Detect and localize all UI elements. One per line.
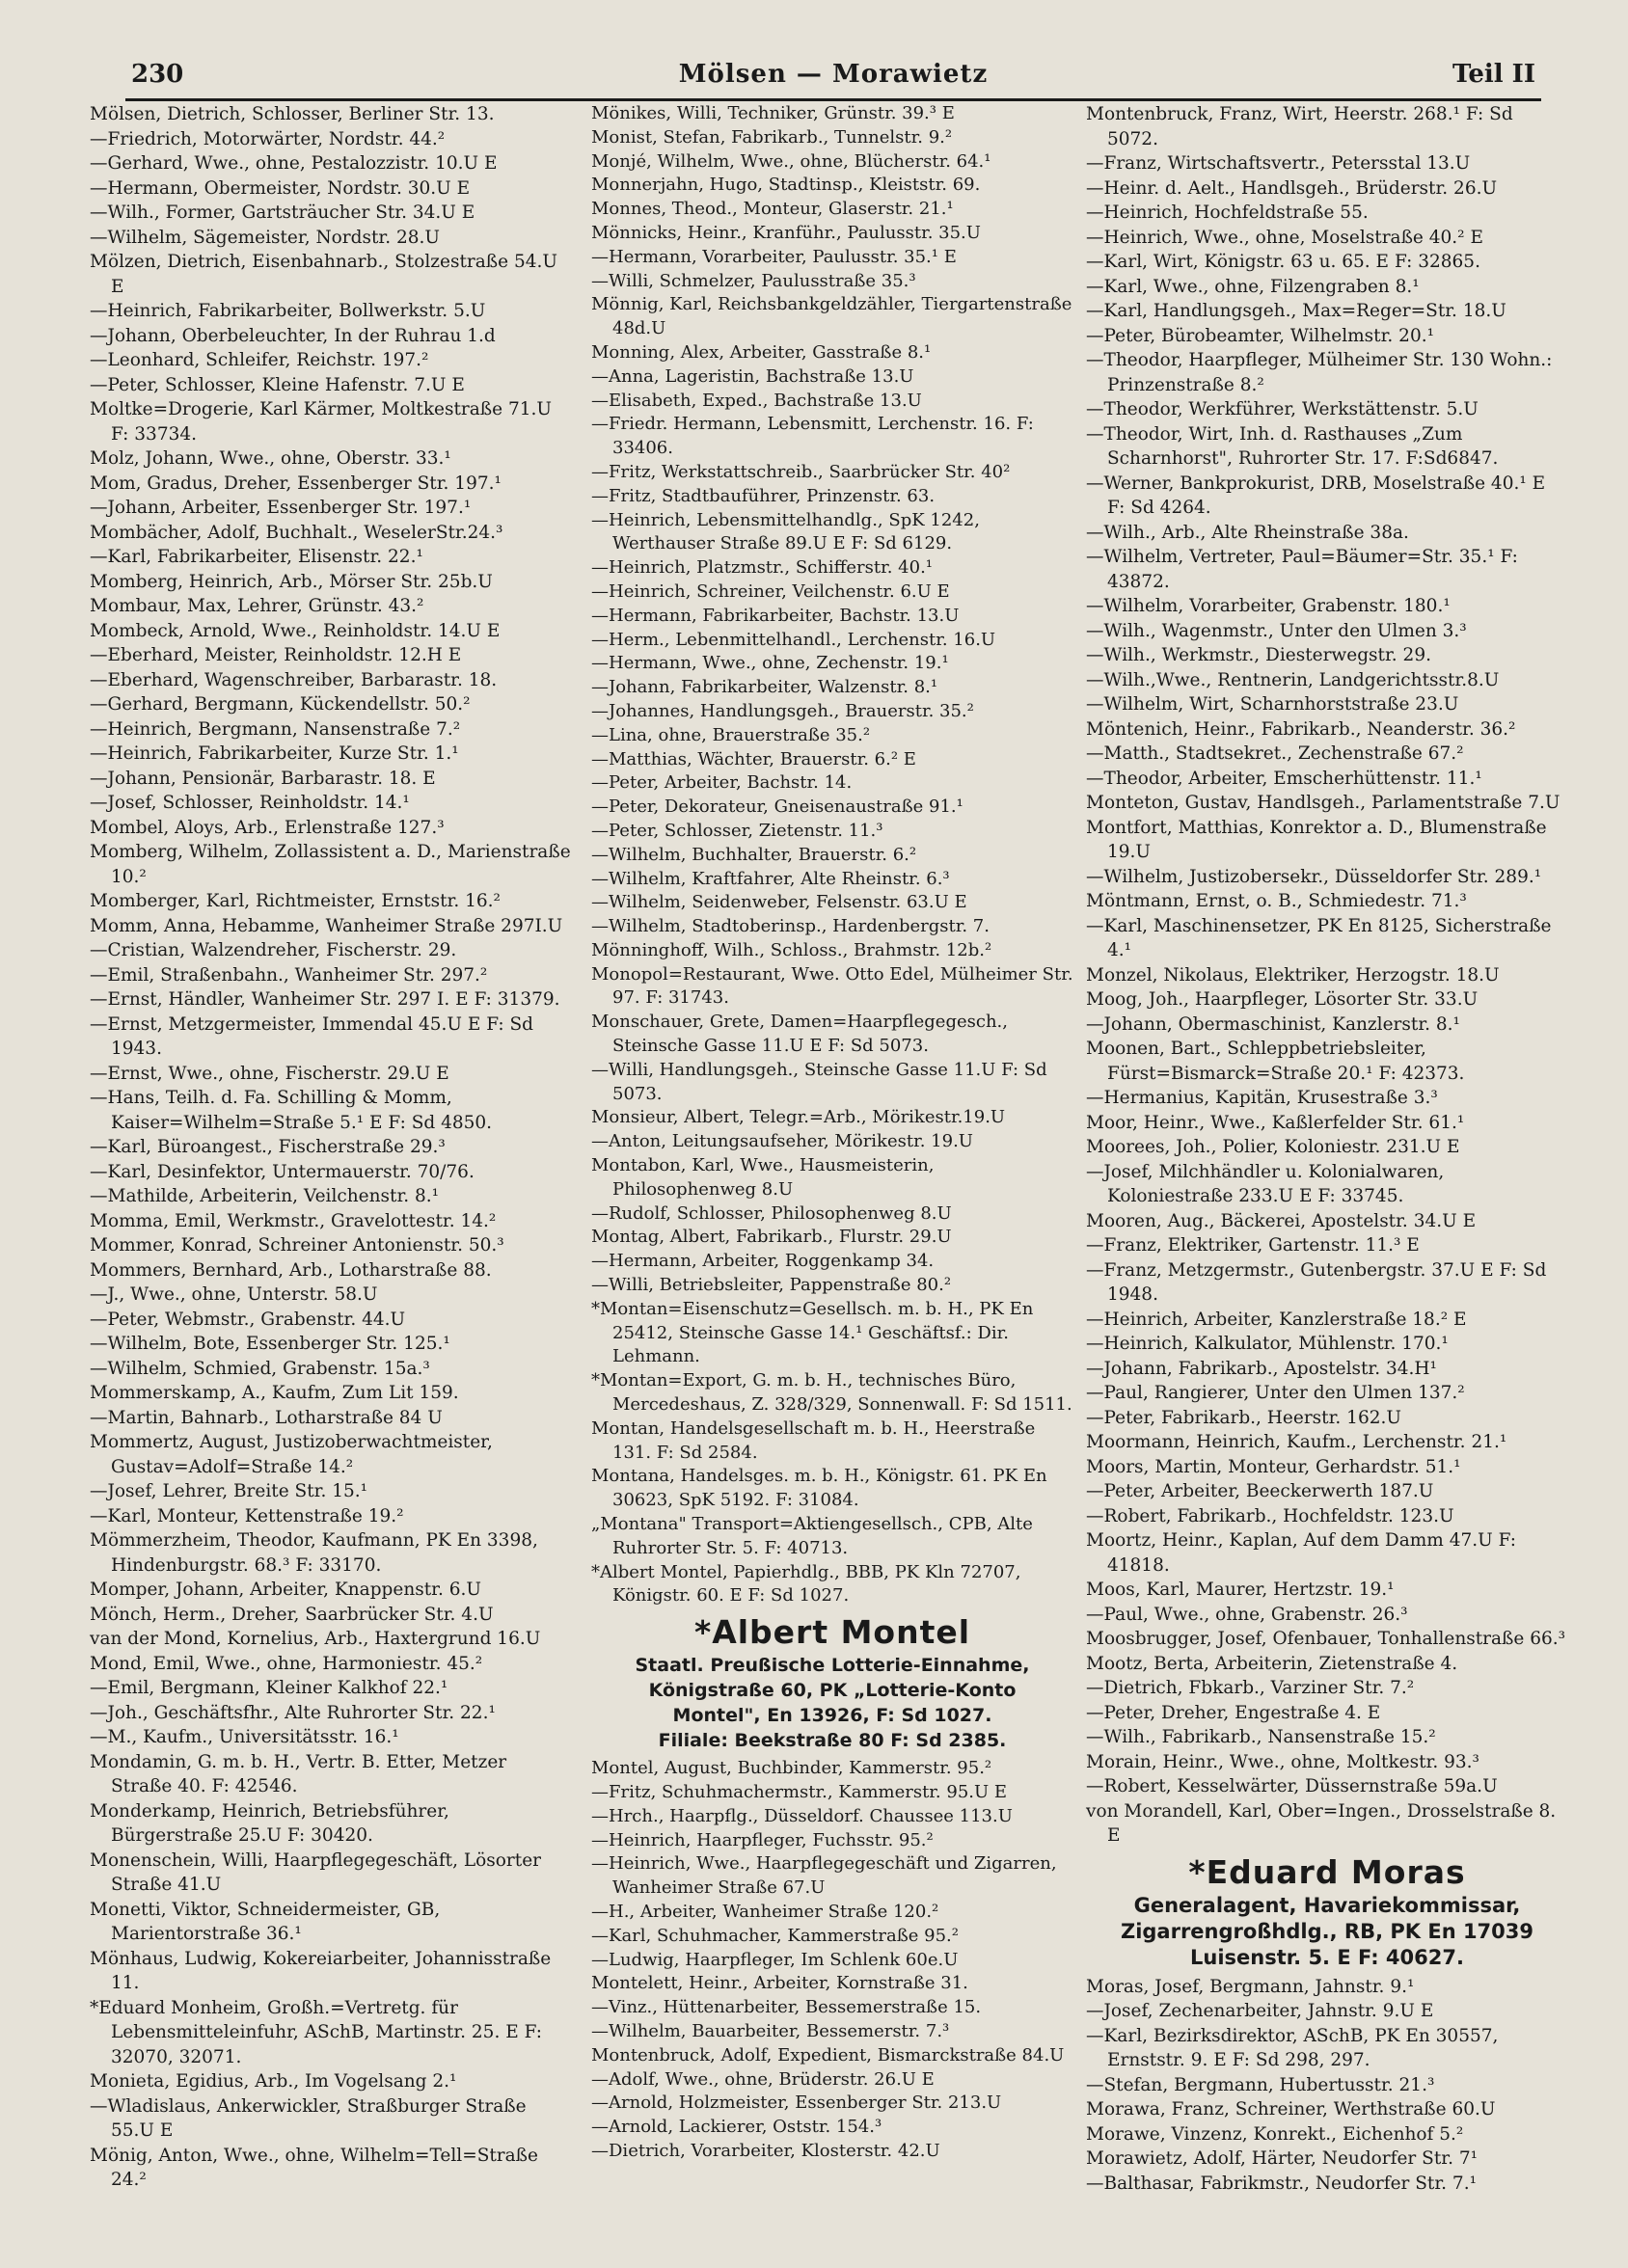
directory-entry: Montabon, Karl, Wwe., Hausmeisterin, Philosophenweg 8.U — [591, 1155, 935, 1200]
directory-entry: —Hans, Teilh. d. Fa. Schilling & Momm, Kaiser=Wilhelm=Straße 5.¹ E F: Sd 4850. — [90, 1088, 493, 1133]
ad-name: *Eduard Moras — [1188, 1852, 1466, 1891]
directory-entry: —Wilh., Wagenmstr., Unter den Ulmen 3.³ — [1086, 620, 1467, 641]
directory-entry: —Wilhelm, Bote, Essenberger Str. 125.¹ — [90, 1334, 450, 1354]
directory-entry: —Karl, Wirt, Königstr. 63 u. 65. E F: 32865. — [1086, 252, 1480, 272]
directory-entry: —Wilhelm, Kraftfahrer, Alte Rheinstr. 6.³ — [591, 868, 950, 889]
directory-entry: —Willi, Schmelzer, Paulusstraße 35.³ — [591, 270, 916, 291]
directory-entry: Moosbrugger, Josef, Ofenbauer, Tonhallenstraße 66.³ — [1086, 1629, 1566, 1649]
ad-line: Luisenstr. 5. E F: 40627. — [1190, 1945, 1464, 1969]
directory-entry: Mölsen, Dietrich, Schlosser, Berliner Str. 13. — [90, 104, 495, 124]
directory-entry: Monnerjahn, Hugo, Stadtinsp., Kleiststr. 69. — [591, 175, 981, 196]
column-2 — [591, 102, 1073, 2164]
directory-entry: —Anna, Lageristin, Bachstraße 13.U — [591, 365, 914, 387]
directory-entry: Moos, Karl, Maurer, Hertzstr. 19.¹ — [1086, 1580, 1395, 1600]
directory-entry: Monjé, Wilhelm, Wwe., ohne, Blücherstr. 64.¹ — [591, 150, 991, 172]
directory-entry: —Theodor, Arbeiter, Emscherhüttenstr. 11.¹ — [1086, 768, 1482, 789]
directory-entry: —Hermanius, Kapitän, Krusestraße 3.³ — [1086, 1088, 1438, 1108]
directory-entry: Monetti, Viktor, Schneidermeister, GB, Marientorstraße 36.¹ — [90, 1899, 441, 1944]
directory-entry: —Dietrich, Vorarbeiter, Klosterstr. 42.U — [591, 2140, 940, 2161]
directory-entry: Mönhaus, Ludwig, Kokereiarbeiter, Johannisstraße 11. — [90, 1948, 552, 1993]
directory-entry: —Wilhelm, Vertreter, Paul=Bäumer=Str. 35.¹ F: 43872. — [1086, 547, 1518, 592]
directory-entry: —Karl, Fabrikarbeiter, Elisenstr. 22.¹ — [90, 547, 423, 567]
directory-entry: —Ludwig, Haarpfleger, Im Schlenk 60e.U — [591, 1949, 959, 1970]
directory-entry: Montenbruck, Adolf, Expedient, Bismarckstraße 84.U — [591, 2044, 1065, 2066]
directory-entry: Moltke=Drogerie, Karl Kärmer, Moltkestraße 71.U F: 33734. — [90, 399, 553, 445]
directory-entry: Monsieur, Albert, Telegr.=Arb., Mörikestr.19.U — [591, 1107, 1006, 1128]
directory-entry: Mommer, Konrad, Schreiner Antonienstr. 50.³ — [90, 1235, 504, 1256]
directory-entry: —Werner, Bankprokurist, DRB, Moselstraße 40.¹ E F: Sd 4264. — [1086, 472, 1546, 518]
directory-entry: Monieta, Egidius, Arb., Im Vogelsang 2.¹ — [90, 2071, 457, 2092]
directory-entry: Mondamin, G. m. b. H., Vertr. B. Etter, Metzer Straße 40. F: 42546. — [90, 1751, 507, 1796]
directory-entry: —Franz, Elektriker, Gartenstr. 11.³ E — [1086, 1235, 1420, 1256]
directory-entry: Momberg, Wilhelm, Zollassistent a. D., Marienstraße 10.² — [90, 842, 571, 887]
directory-entry: —Hermann, Fabrikarbeiter, Bachstr. 13.U — [591, 605, 960, 626]
directory-entry: —Hermann, Obermeister, Nordstr. 30.U E — [90, 177, 471, 199]
directory-entry: —Wilh., Werkmstr., Diesterwegstr. 29. — [1086, 645, 1431, 665]
directory-entry: —Karl, Wwe., ohne, Filzengraben 8.¹ — [1086, 276, 1420, 297]
directory-entry: —Gerhard, Wwe., ohne, Pestalozzistr. 10.U E — [90, 153, 498, 174]
directory-entry: Montag, Albert, Fabrikarb., Flurstr. 29.U — [591, 1227, 952, 1248]
directory-entry: —Peter, Webmstr., Grabenstr. 44.U — [90, 1309, 406, 1330]
entry-range: Mölsen — Morawietz — [678, 60, 989, 89]
directory-entry: Mommertz, August, Justizoberwachtmeister, Gustav=Adolf=Straße 14.² — [90, 1432, 493, 1477]
directory-entry: —Heinrich, Wwe., ohne, Moselstraße 40.² E — [1086, 227, 1483, 248]
directory-entry: —M., Kaufm., Universitätsstr. 16.¹ — [90, 1727, 399, 1747]
directory-entry: —Hermann, Vorarbeiter, Paulusstr. 35.¹ E — [591, 246, 957, 267]
directory-entry: —Theodor, Haarpfleger, Mülheimer Str. 130 Wohn.: Prinzenstraße 8.² — [1086, 350, 1553, 395]
directory-entry: —Heinrich, Bergmann, Nansenstraße 7.² — [90, 718, 461, 740]
column-1 — [90, 102, 572, 2193]
ad-line: Königstraße 60, PK „Lotterie-Konto — [648, 1680, 1017, 1702]
directory-entry: —Josef, Zechenarbeiter, Jahnstr. 9.U E — [1086, 2001, 1434, 2021]
directory-entry: Montenbruck, Franz, Wirt, Heerstr. 268.¹ F: Sd 5072. — [1086, 104, 1513, 149]
directory-entry: —Dietrich, Fbkarb., Varziner Str. 7.² — [1086, 1678, 1415, 1698]
directory-entry: —Heinrich, Fabrikarbeiter, Bollwerkstr. 5.U — [90, 301, 486, 321]
directory-entry: —Wilh.,Wwe., Rentnerin, Landgerichtsstr.8.U — [1086, 669, 1500, 690]
directory-entry: —Peter, Dekorateur, Gneisenaustraße 91.¹ — [591, 796, 963, 818]
directory-entry: Morawe, Vinzenz, Konrekt., Eichenhof 5.² — [1086, 2123, 1464, 2145]
directory-entry: Morawa, Franz, Schreiner, Werthstraße 60.U — [1086, 2099, 1496, 2120]
directory-entry: —Robert, Fabrikarb., Hochfeldstr. 123.U — [1086, 1505, 1454, 1526]
directory-entry: Momma, Emil, Werkmstr., Gravelottestr. 14.² — [90, 1210, 497, 1231]
directory-entry: Momper, Johann, Arbeiter, Knappenstr. 6.U — [90, 1580, 481, 1600]
directory-entry: —Karl, Desinfektor, Untermauerstr. 70/76. — [90, 1161, 475, 1182]
directory-entry: —Hermann, Wwe., ohne, Zechenstr. 19.¹ — [591, 653, 949, 674]
directory-entry: Momberger, Karl, Richtmeister, Ernststr. 16.² — [90, 891, 501, 911]
advertisement-montel — [591, 1612, 1073, 1753]
directory-entry: —Heinrich, Arbeiter, Kanzlerstraße 18.² E — [1086, 1309, 1467, 1330]
directory-entry: Montana, Handelsges. m. b. H., Königstr. 61. PK En 30623, SpK 5192. F: 31084. — [591, 1466, 1047, 1511]
directory-entry: —Johannes, Handlungsgeh., Brauerstr. 35.² — [591, 700, 974, 721]
directory-entry: „Montana" Transport=Aktiengesellsch., CPB, Alte Ruhrorter Str. 5. F: 40713. — [591, 1514, 1033, 1558]
directory-entry: Monenschein, Willi, Haarpflegegeschäft, Lösorter Straße 41.U — [90, 1850, 542, 1895]
directory-entry: —Theodor, Werkführer, Werkstättenstr. 5.U — [1086, 399, 1479, 419]
directory-entry: —Karl, Büroangest., Fischerstraße 29.³ — [90, 1137, 446, 1157]
directory-entry: von Morandell, Karl, Ober=Ingen., Drosselstraße 8. E — [1086, 1800, 1557, 1846]
page-header — [125, 60, 1541, 101]
directory-entry: —Heinrich, Haarpfleger, Fuchsstr. 95.² — [591, 1829, 934, 1850]
directory-entry: —Wilhelm, Justizobersekr., Düsseldorfer Str. 289.¹ — [1086, 866, 1542, 887]
directory-entry: —Emil, Bergmann, Kleiner Kalkhof 22.¹ — [90, 1678, 448, 1698]
directory-entry: Montan, Handelsgesellschaft m. b. H., Heerstraße 131. F: Sd 2584. — [591, 1418, 1036, 1463]
directory-entry: —Johann, Arbeiter, Essenberger Str. 197.¹ — [90, 498, 472, 518]
directory-entry: —Peter, Schlosser, Zietenstr. 11.³ — [591, 820, 883, 841]
directory-entry: —Heinrich, Lebensmittelhandlg., SpK 1242, Werthauser Straße 89.U E F: Sd 6129. — [591, 509, 980, 554]
directory-entry: —Ernst, Wwe., ohne, Fischerstr. 29.U E — [90, 1063, 449, 1084]
directory-entry: —Cristian, Walzendreher, Fischerstr. 29. — [90, 940, 457, 960]
directory-entry: —Ernst, Händler, Wanheimer Str. 297 I. E F: 31379. — [90, 989, 560, 1010]
directory-entry: —Heinr. d. Aelt., Handlsgeh., Brüderstr. 26.U — [1086, 177, 1498, 199]
advertisement-moras — [1086, 1852, 1568, 1971]
directory-entry: Moor, Heinr., Wwe., Kaßlerfelder Str. 61.¹ — [1086, 1112, 1465, 1133]
directory-entry: —Elisabeth, Exped., Bachstraße 13.U — [591, 390, 922, 411]
directory-entry: Mönnicks, Heinr., Kranführ., Paulusstr. 35.U — [591, 222, 981, 243]
directory-entry: Mombel, Aloys, Arb., Erlenstraße 127.³ — [90, 817, 445, 838]
directory-entry: *Montan=Export, G. m. b. H., technisches Büro, Mercedeshaus, Z. 328/329, Sonnenwall. F: Sd 1511. — [591, 1370, 1072, 1416]
directory-entry: —Karl, Handlungsgeh., Max=Reger=Str. 18.U — [1086, 301, 1506, 321]
directory-entry: Moonen, Bart., Schleppbetriebsleiter, Fürst=Bismarck=Straße 20.¹ F: 42373. — [1086, 1039, 1465, 1084]
directory-entry: Montel, August, Buchbinder, Kammerstr. 95.² — [591, 1758, 992, 1779]
directory-entry: Mönch, Herm., Dreher, Saarbrücker Str. 4.U — [90, 1604, 494, 1625]
ad-line: Zigarrengroßhdlg., RB, PK En 17039 — [1120, 1919, 1534, 1943]
directory-entry: Moog, Joh., Haarpfleger, Lösorter Str. 33.U — [1086, 989, 1479, 1010]
directory-entry: —Franz, Metzgermstr., Gutenbergstr. 37.U E F: Sd 1948. — [1086, 1259, 1547, 1305]
directory-entry: —Herm., Lebenmittelhandl., Lerchenstr. 16.U — [591, 629, 996, 650]
directory-entry: Montfort, Matthias, Konrektor a. D., Blumenstraße 19.U — [1086, 817, 1547, 862]
directory-entry: Monist, Stefan, Fabrikarb., Tunnelstr. 9.² — [591, 126, 953, 148]
directory-entry: —Peter, Bürobeamter, Wilhelmstr. 20.¹ — [1086, 325, 1435, 346]
directory-entry: —Franz, Wirtschaftsvertr., Petersstal 13.U — [1086, 153, 1471, 174]
directory-entry: —Wilh., Former, Gartsträucher Str. 34.U E — [90, 202, 475, 223]
directory-entry: —Wilh., Fabrikarb., Nansenstraße 15.² — [1086, 1727, 1436, 1747]
ad-line: Generalagent, Havariekommissar, — [1133, 1893, 1521, 1917]
directory-entry: —Heinrich, Fabrikarbeiter, Kurze Str. 1.¹ — [90, 743, 459, 764]
directory-entry: Montelett, Heinr., Arbeiter, Kornstraße 31. — [591, 1973, 968, 1994]
directory-entry: —Johann, Obermaschinist, Kanzlerstr. 8.¹ — [1086, 1013, 1460, 1035]
directory-entry: Monteton, Gustav, Handlsgeh., Parlamentstraße 7.U — [1086, 793, 1560, 813]
directory-entry: —Wilhelm, Schmied, Grabenstr. 15a.³ — [90, 1358, 430, 1379]
directory-entry: Möntmann, Ernst, o. B., Schmiedestr. 71.³ — [1086, 891, 1467, 911]
directory-entry: —Wilhelm, Sägemeister, Nordstr. 28.U — [90, 227, 440, 248]
directory-entry: —J., Wwe., ohne, Unterstr. 58.U — [90, 1284, 378, 1305]
directory-entry: —Anton, Leitungsaufseher, Mörikestr. 19.U — [591, 1131, 973, 1152]
directory-entry: Möntenich, Heinr., Fabrikarb., Neanderstr. 36.² — [1086, 718, 1516, 740]
directory-entry: —Peter, Fabrikarb., Heerstr. 162.U — [1086, 1407, 1401, 1428]
directory-entry: Momberg, Heinrich, Arb., Mörser Str. 25b.U — [90, 571, 493, 592]
directory-entry: —Robert, Kesselwärter, Düssernstraße 59a.U — [1086, 1776, 1498, 1796]
directory-entry: Mönnig, Karl, Reichsbankgeldzähler, Tiergartenstraße 48d.U — [591, 294, 1072, 339]
directory-entry: *Montan=Eisenschutz=Gesellsch. m. b. H., PK En 25412, Steinsche Gasse 14.¹ Geschäftsf.: Dir. Lehmann. — [591, 1298, 1034, 1367]
directory-entry: —Martin, Bahnarb., Lotharstraße 84 U — [90, 1407, 443, 1428]
directory-entry: —Wladislaus, Ankerwickler, Straßburger Straße 55.U E — [90, 2095, 527, 2141]
directory-entry: —Heinrich, Platzmstr., Schifferstr. 40.¹ — [591, 557, 934, 579]
directory-entry: Mond, Emil, Wwe., ohne, Harmoniestr. 45.² — [90, 1653, 483, 1674]
directory-entry: —Heinrich, Hochfeldstraße 55. — [1086, 202, 1369, 223]
directory-entry: Momm, Anna, Hebamme, Wanheimer Straße 297I.U — [90, 915, 563, 936]
directory-entry: —Fritz, Schuhmachermstr., Kammerstr. 95.U E — [591, 1782, 1008, 1802]
directory-entry: —Rudolf, Schlosser, Philosophenweg 8.U — [591, 1202, 952, 1224]
directory-entry: —Wilhelm, Bauarbeiter, Bessemerstr. 7.³ — [591, 2020, 950, 2041]
directory-entry: —Wilhelm, Buchhalter, Brauerstr. 6.² — [591, 844, 917, 865]
directory-entry: Mooren, Aug., Bäckerei, Apostelstr. 34.U E — [1086, 1210, 1477, 1231]
directory-entry: —Lina, ohne, Brauerstraße 35.² — [591, 724, 871, 745]
column-3 — [1086, 102, 1568, 2196]
directory-entry: —Wilhelm, Vorarbeiter, Grabenstr. 180.¹ — [1086, 596, 1451, 616]
directory-entry: Morain, Heinr., Wwe., ohne, Moltkestr. 93.³ — [1086, 1751, 1479, 1772]
directory-entry: —Johann, Fabrikarb., Apostelstr. 34.H¹ — [1086, 1358, 1437, 1379]
directory-entry: —Friedr. Hermann, Lebensmitt, Lerchenstr. 16. F: 33406. — [591, 414, 1034, 459]
directory-entry: —Johann, Fabrikarbeiter, Walzenstr. 8.¹ — [591, 677, 938, 698]
directory-entry: Monopol=Restaurant, Wwe. Otto Edel, Mülheimer Str. 97. F: 31743. — [591, 963, 1073, 1009]
directory-entry: —Theodor, Wirt, Inh. d. Rasthauses „Zum Scharnhorst", Ruhrorter Str. 17. F:Sd6847. — [1086, 423, 1499, 469]
directory-entry: —Peter, Arbeiter, Beeckerwerth 187.U — [1086, 1481, 1434, 1501]
directory-entry: —Johann, Pensionär, Barbarastr. 18. E — [90, 768, 436, 789]
directory-entry: —Leonhard, Schleifer, Reichstr. 197.² — [90, 350, 429, 370]
directory-entry: —Willi, Betriebsleiter, Pappenstraße 80.² — [591, 1275, 952, 1296]
directory-entry: —Heinrich, Kalkulator, Mühlenstr. 170.¹ — [1086, 1334, 1449, 1354]
directory-entry: —Karl, Schuhmacher, Kammerstraße 95.² — [591, 1925, 959, 1946]
directory-entry: —Johann, Oberbeleuchter, In der Ruhrau 1.d — [90, 325, 496, 346]
directory-entry: —Josef, Milchhändler u. Kolonialwaren, Koloniestraße 233.U E F: 33745. — [1086, 1161, 1445, 1206]
ad-name: *Albert Montel — [693, 1613, 971, 1652]
directory-entry: Molz, Johann, Wwe., ohne, Oberstr. 33.¹ — [90, 448, 451, 469]
directory-entry: Mömmerzheim, Theodor, Kaufmann, PK En 3398, Hindenburgstr. 68.³ F: 33170. — [90, 1530, 538, 1576]
directory-entry: —Matthias, Wächter, Brauerstr. 6.² E — [591, 748, 916, 770]
directory-entry: Monschauer, Grete, Damen=Haarpflegegesch., Steinsche Gasse 11.U E F: Sd 5073. — [591, 1012, 1008, 1057]
directory-entry: —Vinz., Hüttenarbeiter, Bessemerstraße 15. — [591, 1997, 982, 2018]
directory-entry: —Heinrich, Schreiner, Veilchenstr. 6.U E — [591, 580, 950, 602]
directory-entry: —Peter, Arbeiter, Bachstr. 14. — [591, 772, 853, 794]
directory-entry: —Josef, Lehrer, Breite Str. 15.¹ — [90, 1481, 368, 1501]
directory-entry: Morawietz, Adolf, Härter, Neudorfer Str. 7¹ — [1086, 2148, 1479, 2169]
directory-entry: —Hrch., Haarpflg., Düsseldorf. Chaussee 113.U — [591, 1805, 1013, 1826]
directory-entry: Monderkamp, Heinrich, Betriebsführer, Bürgerstraße 25.U F: 30420. — [90, 1800, 449, 1846]
directory-entry: —Paul, Rangierer, Unter den Ulmen 137.² — [1086, 1383, 1465, 1403]
directory-entry: —Stefan, Bergmann, Hubertusstr. 21.³ — [1086, 2074, 1435, 2095]
directory-entry: —Willi, Handlungsgeh., Steinsche Gasse 11.U F: Sd 5073. — [591, 1059, 1047, 1104]
directory-entry: —Paul, Wwe., ohne, Grabenstr. 26.³ — [1086, 1604, 1408, 1625]
directory-entry: —Peter, Schlosser, Kleine Hafenstr. 7.U E — [90, 374, 465, 395]
directory-entry: Monning, Alex, Arbeiter, Gasstraße 8.¹ — [591, 341, 932, 363]
directory-entry: Mombächer, Adolf, Buchhalt., WeselerStr.24.³ — [90, 522, 503, 543]
directory-entry: —Hermann, Arbeiter, Roggenkamp 34. — [591, 1251, 935, 1272]
directory-entry: —Peter, Dreher, Engestraße 4. E — [1086, 1702, 1381, 1723]
directory-entry: Moorees, Joh., Polier, Koloniestr. 231.U E — [1086, 1137, 1460, 1157]
directory-entry: —Friedrich, Motorwärter, Nordstr. 44.² — [90, 128, 446, 149]
directory-entry: Moors, Martin, Monteur, Gerhardstr. 51.¹ — [1086, 1456, 1461, 1477]
directory-entry: *Eduard Monheim, Großh.=Vertretg. für Lebensmitteleinfuhr, ASchB, Martinstr. 25. E F: 32070, 32071. — [90, 1997, 542, 2067]
directory-entry: Monzel, Nikolaus, Elektriker, Herzogstr. 18.U — [1086, 964, 1500, 986]
directory-entry: —Ernst, Metzgermeister, Immendal 45.U E F: Sd 1943. — [90, 1013, 534, 1059]
directory-entry: —Joh., Geschäftsfhr., Alte Ruhrorter Str. 22.¹ — [90, 1702, 496, 1723]
ad-line: Staatl. Preußische Lotterie-Einnahme, — [635, 1655, 1030, 1677]
directory-entry: Mölzen, Dietrich, Eisenbahnarb., Stolzestraße 54.U E — [90, 252, 557, 297]
directory-entry: —Wilhelm, Stadtoberinsp., Hardenbergstr. 7. — [591, 916, 990, 937]
directory-entry: —Balthasar, Fabrikmstr., Neudorfer Str. 7.¹ — [1086, 2173, 1478, 2194]
directory-entry: —Karl, Bezirksdirektor, ASchB, PK En 30557, Ernststr. 9. E F: Sd 298, 297. — [1086, 2025, 1499, 2070]
directory-entry: —Karl, Monteur, Kettenstraße 19.² — [90, 1505, 404, 1526]
directory-entry: Mombaur, Max, Lehrer, Grünstr. 43.² — [90, 596, 424, 616]
directory-entry: —Mathilde, Arbeiterin, Veilchenstr. 8.¹ — [90, 1186, 440, 1206]
directory-entry: —H., Arbeiter, Wanheimer Straße 120.² — [591, 1901, 939, 1922]
directory-entry: Moras, Josef, Bergmann, Jahnstr. 9.¹ — [1086, 1976, 1415, 1997]
directory-entry: —Wilhelm, Seidenweber, Felsenstr. 63.U E — [591, 892, 967, 913]
directory-entry: Mommerskamp, A., Kaufm, Zum Lit 159. — [90, 1383, 459, 1403]
directory-entry: Moormann, Heinrich, Kaufm., Lerchenstr. 21.¹ — [1086, 1432, 1507, 1452]
directory-entry: —Fritz, Werkstattschreib., Saarbrücker Str. 40² — [591, 461, 1011, 482]
directory-entry: Mommers, Bernhard, Arb., Lotharstraße 88. — [90, 1259, 492, 1281]
page-number: 230 — [131, 60, 184, 89]
directory-entry: —Emil, Straßenbahn., Wanheimer Str. 297.² — [90, 964, 488, 986]
directory-entry: Mom, Gradus, Dreher, Essenberger Str. 197.¹ — [90, 472, 502, 494]
directory-entry: —Matth., Stadtsekret., Zechenstraße 67.² — [1086, 743, 1464, 764]
directory-entry: Moortz, Heinr., Kaplan, Auf dem Damm 47.U F: 41818. — [1086, 1530, 1517, 1576]
directory-entry: —Adolf, Wwe., ohne, Brüderstr. 26.U E — [591, 2068, 935, 2090]
directory-entry: Mootz, Berta, Arbeiterin, Zietenstraße 4. — [1086, 1653, 1458, 1674]
directory-entry: Mönninghoff, Wilh., Schloss., Brahmstr. 12b.² — [591, 939, 992, 960]
directory-entry: —Eberhard, Wagenschreiber, Barbarastr. 18. — [90, 669, 498, 690]
directory-entry: —Josef, Schlosser, Reinholdstr. 14.¹ — [90, 793, 410, 813]
directory-entry: Mönig, Anton, Wwe., ohne, Wilhelm=Tell=Straße 24.² — [90, 2145, 538, 2190]
directory-entry: —Gerhard, Bergmann, Kückendellstr. 50.² — [90, 694, 471, 715]
directory-entry: —Arnold, Lackierer, Oststr. 154.³ — [591, 2117, 882, 2138]
directory-entry: —Fritz, Stadtbauführer, Prinzenstr. 63. — [591, 485, 936, 506]
part-label: Teil II — [1452, 60, 1535, 89]
directory-entry: van der Mond, Kornelius, Arb., Haxtergrund 16.U — [90, 1629, 541, 1649]
directory-entry: Mombeck, Arnold, Wwe., Reinholdstr. 14.U E — [90, 620, 501, 641]
directory-entry: —Karl, Maschinensetzer, PK En 8125, Sicherstraße 4.¹ — [1086, 915, 1552, 960]
directory-entry: *Albert Montel, Papierhdlg., BBB, PK Kln 72707, Königstr. 60. E F: Sd 1027. — [591, 1561, 1021, 1606]
directory-entry: Monnes, Theod., Monteur, Glaserstr. 21.¹ — [591, 199, 954, 220]
directory-entry: —Wilh., Arb., Alte Rheinstraße 38a. — [1086, 522, 1409, 543]
directory-entry: —Eberhard, Meister, Reinholdstr. 12.H E — [90, 645, 462, 665]
ad-line: Filiale: Beekstraße 80 F: Sd 2385. — [658, 1730, 1007, 1752]
ad-line: Montel", En 13926, F: Sd 1027. — [672, 1705, 992, 1727]
directory-entry: —Arnold, Holzmeister, Essenberger Str. 213.U — [591, 2092, 1002, 2114]
directory-entry: —Wilhelm, Wirt, Scharnhorststraße 23.U — [1086, 694, 1459, 715]
directory-entry: Mönikes, Willi, Techniker, Grünstr. 39.³ E — [591, 103, 955, 123]
directory-entry: —Heinrich, Wwe., Haarpflegegeschäft und Zigarren, Wanheimer Straße 67.U — [591, 1853, 1057, 1899]
